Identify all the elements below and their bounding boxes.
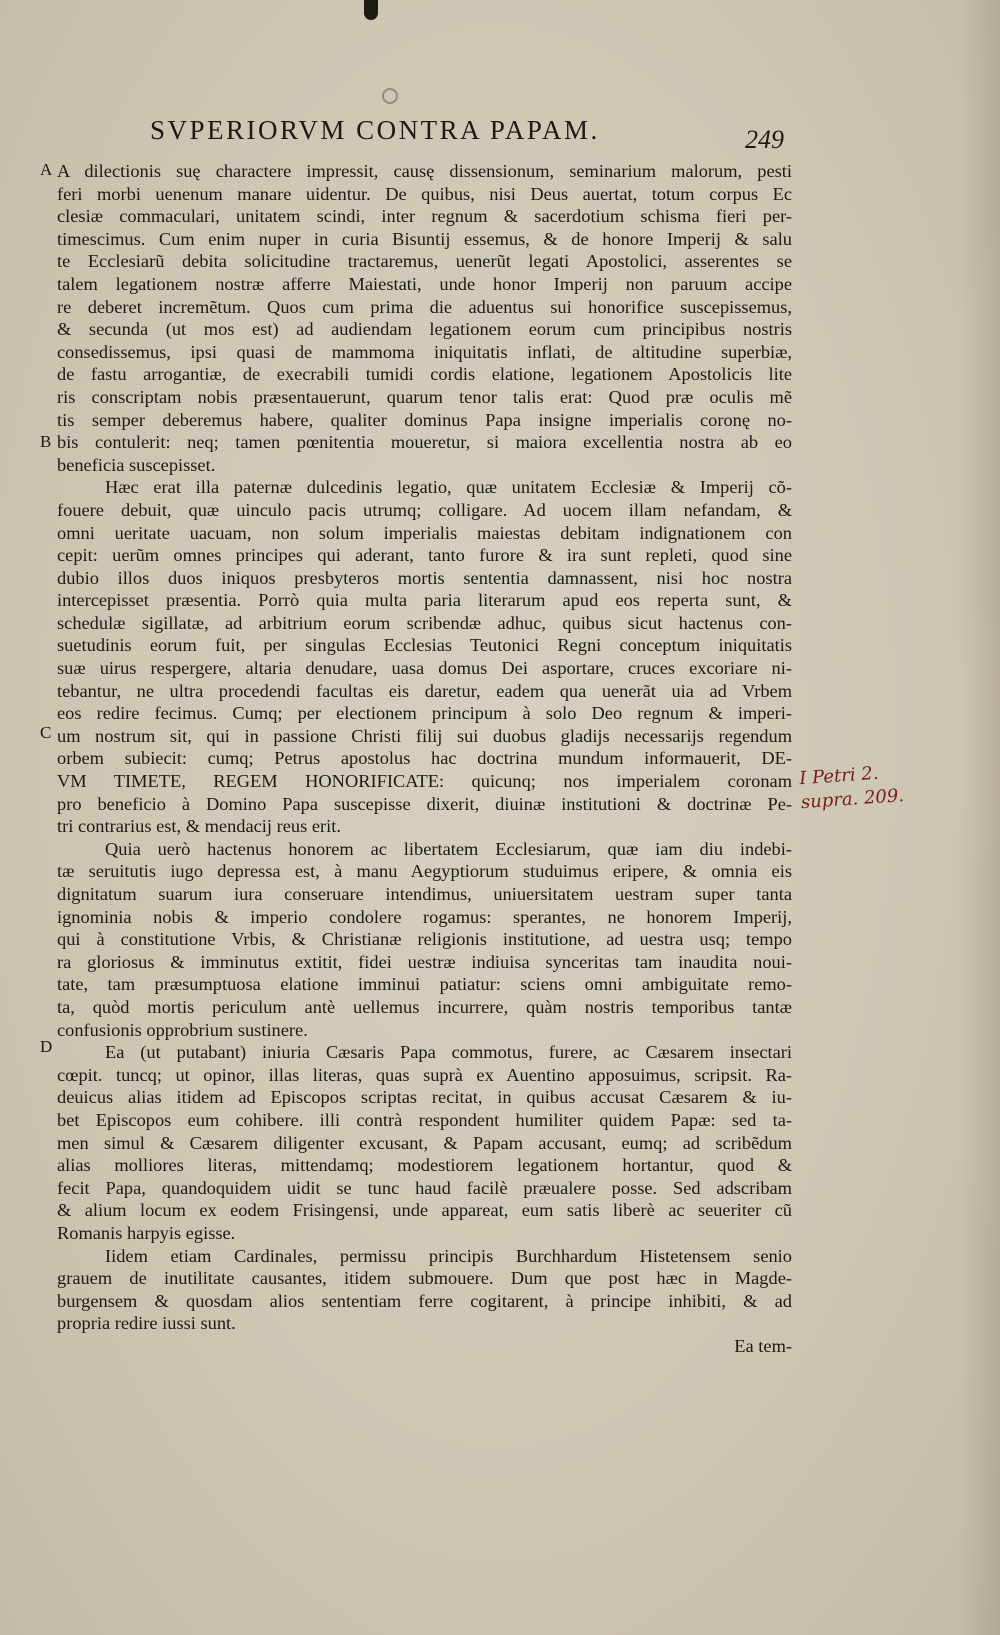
text-line: cepit: uerũm omnes principes qui aderant, tanto furore & ira sunt repleti, quod sine [57, 545, 792, 566]
text-line: dignitatum suarum iura conseruare intendimus, uniuersitatem uestram super tanta [57, 884, 792, 904]
text-line: Quia uerò hactenus honorem ac libertatem Ecclesiarum, quæ iam diu indebi- [105, 838, 792, 859]
text-line: feri morbi uenenum manare uidentur. De quibus, nisi Deus auertat, totum corpus Ec [57, 183, 792, 204]
text-line: clesiæ commaculari, unitatem scindi, inter regnum & sacerdotium schisma fieri per- [57, 206, 792, 227]
text-line: um nostrum sit, qui in passione Christi filij sui duobus gladijs necessarijs regendum [57, 725, 792, 746]
text-line: re deberet incremẽtum. Quos cum prima die aduentus sui honorifice suscepissemus, [57, 296, 792, 317]
text-line: suetudinis eorum fuit, per singulas Ecclesias Teutonici Regni conceptum iniquitatis [57, 635, 792, 656]
text-line: & alium locum ex eodem Frisingensi, unde appareat, eum satis liberè ac seueriter cũ [57, 1200, 792, 1221]
text-line: talem legationem nostræ afferre Maiestati, unde honor Imperij non paruum accipe [57, 273, 792, 294]
text-line: tis semper deberemus habere, qualiter dominus Papa insigne imperialis coronę no- [57, 409, 792, 430]
text-line: deuicus alias itidem ad Episcopos scriptas recitat, in quibus accusat Cæsarem & iu- [57, 1087, 792, 1108]
text-line: beneficia suscepisset. [57, 454, 216, 475]
text-line: confusionis opprobrium sustinere. [57, 1019, 308, 1040]
margin-letter-b: B [40, 432, 52, 451]
text-line: omni ueritate uacuam, non solum imperialis maiestas debitam indignationem con [57, 522, 792, 543]
text-line: intercepisset præsentia. Porrò quia multa paria literarum apud eos reperta sunt, & [57, 590, 792, 611]
text-line: ra gloriosus & imminutus extitit, fidei uestræ indiuisa synceritas tam inaudita noui- [57, 951, 792, 972]
text-line: tæ seruitutis iugo depressa est, à manu Aegyptiorum studuimus eripere, & omnia eis [57, 861, 792, 882]
annotation-line: I Petri 2. [798, 762, 880, 790]
text-line: dubio illos duos iniquos presbyteros mortis sententia damnassent, nisi hoc nostra [57, 567, 792, 588]
running-head: SVPERIORVM CONTRA PAPAM. [150, 115, 600, 145]
text-line: bet Episcopos eum cohibere. illi contrà respondent humiliter quidem Papæ: sed ta- [57, 1109, 792, 1130]
text-line: alias molliores literas, mittendamq; modestiorem legationem hortantur, quod & [57, 1155, 792, 1176]
text-line: burgensem & quosdam alios sententiam ferre cogitarent, à principe inhibiti, & ad [57, 1290, 792, 1311]
annotation-line: supra. 209. [800, 785, 905, 814]
text-line: VM TIMETE, REGEM HONORIFICATE: quicunq; nos imperialem coronam [57, 771, 792, 792]
text-line: A dilectionis suę charactere impressit, causę dissensionum, seminarium malorum, pesti [57, 161, 792, 181]
text-line: tate, tam præsumptuosa elatione imminui patiatur: sciens omni ambiguitate remo- [57, 974, 792, 995]
text-line: consedissemus, ipsi quasi de mammoma iniquitatis inflati, de altitudine superbiæ, [57, 341, 792, 362]
handwritten-annotation [799, 757, 952, 815]
catchword: Ea tem- [734, 1335, 792, 1356]
text-line: Iidem etiam Cardinales, permissu principis Burchhardum Histetensem senio [105, 1245, 792, 1266]
text-line: fouere debuit, quæ uinculo pacis utrumq; colligare. Ad uocem illam nefandam, & [57, 499, 792, 520]
text-line: grauem de inutilitate causantes, itidem submouere. Dum que post hæc in Magde- [57, 1268, 792, 1289]
text-line: Romanis harpyis egisse. [57, 1222, 236, 1243]
body-text [57, 160, 792, 1357]
text-line: & secunda (ut mos est) ad audiendam legationem eorum cum principibus nostris [57, 319, 792, 340]
text-line: qui à constitutione Vrbis, & Christianæ religionis institutione, ad uestra usq; tempo [57, 929, 792, 950]
text-line: suæ uirus respergere, altaria denudare, uasa domus Dei asportare, cruces excoriare ni- [57, 658, 792, 679]
text-line: Ea (ut putabant) iniuria Cæsaris Papa commotus, furere, ac Cæsarem insectari [105, 1042, 792, 1063]
ornament-icon [382, 88, 398, 104]
text-line: fecit Papa, quandoquidem uidit se tunc haud facilè præualere posse. Sed adscribam [57, 1177, 792, 1198]
text-line: cœpit. tuncq; ut opinor, illas literas, quas suprà ex Auentino apposuimus, scripsit. Ra- [57, 1064, 792, 1085]
page-number: 249 [745, 125, 784, 154]
text-line: tri contrarius est, & mendacij reus erit. [57, 816, 341, 837]
text-line: orbem subiecit: cumq; Petrus apostolus hac doctrina mundum informauerit, DE- [57, 748, 792, 769]
ink-mark [364, 0, 378, 20]
text-line: eos redire fecimus. Cumq; per electionem principum à solo Deo regnum & imperi- [57, 703, 792, 724]
margin-letter-d: D [40, 1037, 53, 1056]
margin-letter-c: C [40, 723, 52, 742]
text-line: ignominia nobis & imperio condolere rogamus: sperantes, ne honorem Imperij, [57, 906, 792, 927]
text-line: men simul & Cæsarem diligenter excusant, & Papam accusant, eumq; ad scribẽdum [57, 1132, 792, 1153]
text-line: ta, quòd mortis periculum antè uellemus incurrere, quàm nostris temporibus tantæ [57, 996, 792, 1017]
margin-letter-a: A [40, 160, 53, 179]
text-line: propria redire iussi sunt. [57, 1313, 236, 1334]
text-line: bis contulerit: neq; tamen pœnitentia moueretur, si maiora excellentia nostra ab eo [57, 432, 792, 453]
text-line: timescimus. Cum enim nuper in curia Bisuntij essemus, & de honore Imperij & salu [57, 228, 792, 249]
text-line: te Ecclesiarũ debita solicitudine tractaremus, uenerũt legati Apostolici, asserentes se [57, 251, 792, 272]
text-line: schedulæ sigillatæ, ad arbitrium eorum scribendæ adhuc, quibus sicut hactenus con- [57, 612, 792, 633]
text-line: tebantur, ne ultra procedendi facultas eis daretur, eadem qua uenerãt uia ad Vrbem [57, 680, 792, 701]
page-edge-shadow [960, 0, 1000, 1635]
text-line: de fastu arrogantiæ, de execrabili tumidi cordis elatione, legationem Apostolicis lite [57, 364, 792, 385]
text-line: pro beneficio à Domino Papa suscepisse dixerit, diuinæ institutioni & doctrinæ Pe- [57, 793, 792, 814]
text-line: ris conscriptam nobis præsentauerunt, quarum tenor talis erat: Quod præ oculis mẽ [57, 386, 792, 407]
text-line: Hæc erat illa paternæ dulcedinis legatio, quæ unitatem Ecclesiæ & Imperij cõ- [105, 477, 792, 498]
